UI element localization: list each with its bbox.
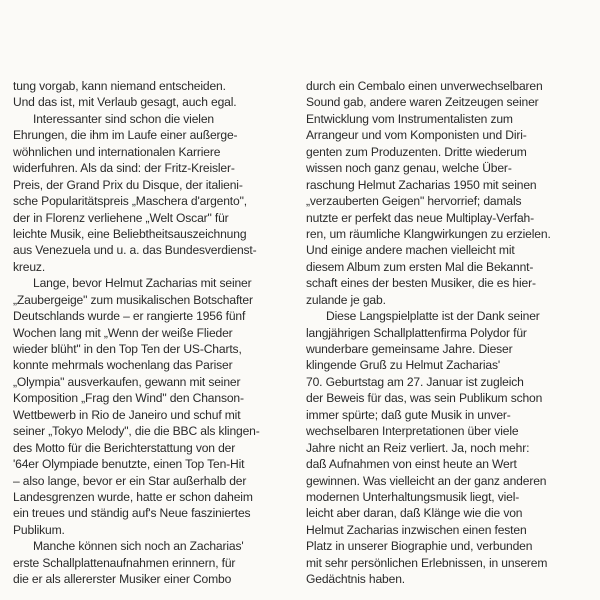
text-line: seiner „Tokyo Melody", die die BBC als klingen- (13, 424, 260, 439)
text-line: sche Popularitätspreis „Maschera d'argento", (13, 194, 247, 209)
text-line: modernen Unterhaltungsmusik liegt, viel- (306, 489, 520, 504)
text-line: ein treues und ständig auf's Neue fasziniertes (13, 506, 251, 521)
text-line: Jahre nicht an Reiz verliert. Ja, noch mehr: (306, 440, 530, 455)
text-line: leichte Musik, eine Beliebtheitsauszeichnung (13, 226, 247, 241)
text-line: Sound gab, andere waren Zeitzeugen seiner (306, 95, 539, 110)
text-line: wechselbaren Interpretationen über viele (306, 424, 519, 439)
text-line: tung vorgab, kann niemand entscheiden. (13, 79, 226, 93)
text-line: kreuz. (13, 259, 46, 274)
text-line: Preis, der Grand Prix du Disque, der italieni- (13, 177, 243, 192)
text-line: Landesgrenzen wurde, hatte er schon daheim (13, 489, 253, 504)
text-line: Wettbewerb in Rio de Janeiro und schuf mit (13, 407, 241, 422)
text-line: 70. Geburtstag am 27. Januar ist zugleich (306, 374, 524, 389)
text-line: mit sehr persönlichen Erlebnissen, in unserem (306, 555, 548, 570)
text-line: Gedächtnis haben. (306, 572, 405, 587)
text-line: Lange, bevor Helmut Zacharias mit seiner (33, 276, 252, 291)
text-line: widerfuhren. Als da sind: der Fritz-Kreisler- (13, 161, 235, 176)
text-line: langjährigen Schallplattenfirma Polydor für (306, 325, 527, 340)
text-line: Diese Langspielplatte ist der Dank seiner (326, 309, 540, 324)
text-line: wieder blüht" in den Top Ten der US-Charts, (13, 342, 242, 356)
text-line: aus Venezuela und u. a. das Bundesverdienst- (13, 243, 257, 258)
text-line: ren, um räumliche Klangwirkungen zu erzielen. (306, 226, 551, 241)
text-line: zulande je gab. (306, 292, 386, 307)
text-line: Und das ist, mit Verlaub gesagt, auch egal. (13, 95, 237, 110)
left-text-column (13, 78, 285, 588)
text-line: konnte mehrmals wochenlang das Pariser (13, 358, 233, 373)
text-line: genten zum Produzenten. Dritte wiederum (306, 144, 527, 159)
text-line: durch ein Cembalo einen unverwechselbaren (306, 79, 543, 93)
text-line: der in Florenz verliehene „Welt Oscar" für (13, 210, 229, 225)
text-line: gewinnen. Was vielleicht an der ganz anderen (306, 473, 547, 488)
text-line: Publikum. (13, 522, 65, 537)
text-line: Manche können sich noch an Zacharias' (33, 539, 244, 554)
text-line: die er als allererster Musiker einer Combo (13, 572, 232, 587)
text-line: Arrangeur und vom Komponisten und Diri- (306, 128, 527, 143)
text-line: schaft eines der besten Musiker, die es hier- (306, 276, 536, 291)
text-line: daß Aufnahmen von einst heute an Wert (306, 457, 517, 472)
text-line: „Zaubergeige" zum musikalischen Botschafter (13, 292, 253, 307)
text-line: „Olympia" ausverkaufen, gewann mit seiner (13, 374, 241, 389)
text-line: '64er Olympiade benutzte, einen Top Ten-Hit (13, 457, 245, 472)
text-line: raschung Helmut Zacharias 1950 mit seinen (306, 177, 537, 192)
text-line: der Beweis für das, was sein Publikum schon (306, 391, 543, 406)
text-line: nutzte er perfekt das neue Multiplay-Verfah- (306, 210, 535, 225)
text-line: Deutschlands wurde – er rangierte 1956 fünf (13, 309, 246, 324)
text-line: – also lange, bevor er ein Star außerhalb der (13, 473, 247, 488)
text-line: wissen noch ganz genau, welche Über- (306, 161, 512, 176)
text-line: Entwicklung vom Instrumentalisten zum (306, 111, 513, 126)
text-line: Helmut Zacharias inzwischen einen festen (306, 522, 527, 537)
text-line: wöhnlichen und internationalen Karriere (13, 144, 221, 159)
text-line: klingende Gruß zu Helmut Zacharias' (306, 358, 501, 373)
text-line: Und einige andere machen vielleicht mit (306, 243, 515, 258)
text-line: erste Schallplattenaufnahmen erinnern, für (13, 555, 236, 570)
text-line: Interessanter sind schon die vielen (33, 111, 214, 126)
text-line: diesem Album zum ersten Mal die Bekannt- (306, 259, 534, 274)
text-line: Wochen lang mit „Wenn der weiße Flieder (13, 325, 233, 340)
text-line: Komposition „Frag den Wind" den Chanson- (13, 391, 244, 406)
right-text-column (306, 78, 583, 588)
text-line: Platz in unserer Biographie und, verbunden (306, 539, 533, 554)
text-line: leicht aber daran, daß Klänge wie die von (306, 506, 523, 521)
text-line: des Motto für die Berichterstattung von der (13, 440, 236, 455)
text-line: „verzauberten Geigen" hervorrief; damals (306, 194, 522, 209)
text-line: wunderbare gemeinsame Jahre. Dieser (306, 342, 513, 356)
text-line: Ehrungen, die ihm im Laufe einer außerge- (13, 128, 238, 143)
text-line: immer spürte; daß gute Musik in unver- (306, 407, 511, 422)
